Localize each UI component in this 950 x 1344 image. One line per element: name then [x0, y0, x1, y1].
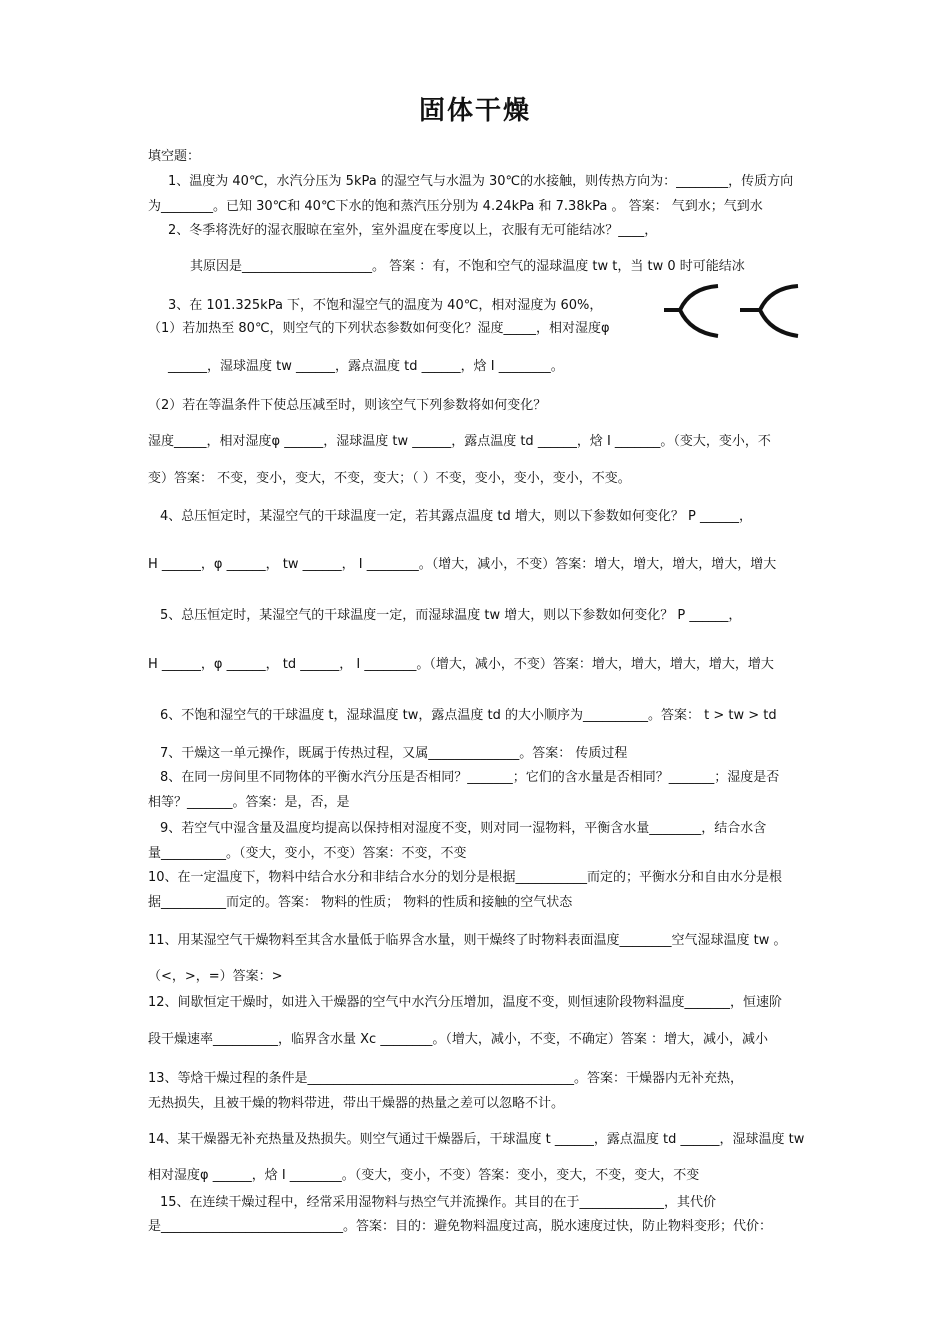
text-line: 10、在一定温度下，物料中结合水分和非结合水分的划分是根据___________而定的；平衡水分和自由水分是根 — [148, 870, 783, 885]
text-line: 1、温度为 40℃，水汽分压为 5kPa 的湿空气与水温为 30℃的水接触，则传热方向为：________，传质方向 — [168, 174, 794, 189]
text-line: 变）答案： 不变，变小，变大，不变，变大；（ ）不变，变小，变小，变小，不变。 — [148, 471, 631, 486]
document-title: 固体干燥 — [418, 96, 531, 126]
section-heading: 填空题： — [148, 149, 201, 164]
text-line: ______，湿球温度 tw ______，露点温度 td ______，焓 I ________。 — [168, 359, 564, 374]
text-line: 8、在同一房间里不同物体的平衡水汽分压是否相同？_______；它们的含水量是否相同？_______；湿度是否 — [160, 770, 780, 785]
text-line: 为________。已知 30℃和 40℃下水的饱和蒸汽压分别为 4.24kPa 和 7.38kPa 。 答案： 气到水；气到水 — [148, 199, 763, 214]
text-line: （1）若加热至 80℃，则空气的下列状态参数如何变化？湿度_____，相对湿度φ — [148, 321, 610, 336]
text-line: 4、总压恒定时，某湿空气的干球温度一定，若其露点温度 td 增大，则以下参数如何变化？ P ______， — [160, 509, 752, 524]
text-line: 14、某干燥器无补充热量及热损失。则空气通过干燥器后，干球温度 t ______，露点温度 td ______，湿球温度 tw — [148, 1132, 805, 1147]
text-line: （<，>，=）答案：> — [148, 969, 283, 984]
text-line: 量__________。（变大，变小，不变）答案：不变，不变 — [148, 846, 467, 861]
text-line: 3、在 101.325kPa 下，不饱和湿空气的温度为 40℃，相对湿度为 60%， — [168, 298, 603, 313]
text-line: H ______，φ ______， tw ______， I ________。（增大，减小，不变）答案：增大，增大，增大，增大，增大 — [148, 557, 777, 572]
text-line: 6、不饱和湿空气的干球温度 t，湿球温度 tw，露点温度 td 的大小顺序为__________。答案： t > tw > td — [160, 708, 777, 723]
text-line: 其原因是____________________。 答案 ：有，不饱和空气的湿球温度 tw t，当 tw 0 时可能结冰 — [190, 259, 745, 274]
text-line: 2、冬季将洗好的湿衣服晾在室外，室外温度在零度以上，衣服有无可能结冰？____， — [168, 223, 658, 238]
text-line: 13、等焓干燥过程的条件是_________________________________________。答案：干燥器内无补充热， — [148, 1071, 744, 1086]
text-line: 9、若空气中湿含量及温度均提高以保持相对湿度不变，则对同一湿物料，平衡含水量________，结合水含 — [160, 821, 767, 836]
text-line: 7、干燥这一单元操作，既属于传热过程，又属______________。答案： 传质过程 — [160, 746, 628, 761]
text-line: 12、间歇恒定干燥时，如进入干燥器的空气中水汽分压增加，温度不变，则恒速阶段物料温度_______，恒速阶 — [148, 995, 783, 1010]
text-line: 15、在连续干燥过程中，经常采用湿物料与热空气并流操作。其目的在于_____________，其代价 — [160, 1195, 717, 1210]
text-line: 湿度_____，相对湿度φ ______，湿球温度 tw ______，露点温度 td ______，焓 I _______。（变大，变小，不 — [148, 434, 771, 449]
text-line: 据__________而定的。答案： 物料的性质； 物料的性质和接触的空气状态 — [148, 895, 573, 910]
text-line: 相对湿度φ ______，焓 I ________。（变大，变小，不变）答案：变小，变大，不变，变大，不变 — [148, 1168, 700, 1183]
text-line: 相等？_______。答案：是，否，是 — [148, 795, 350, 810]
text-line: 段干燥速率__________，临界含水量 Xc ________。（增大，减小，不变，不确定）答案 ：增大，减小，减小 — [148, 1032, 768, 1047]
text-line: 是____________________________。答案：目的：避免物料温度过高，脱水速度过快，防止物料变形；代价： — [148, 1219, 773, 1234]
inequality-bracket-symbols — [660, 282, 805, 342]
text-line: （2）若在等温条件下使总压减至时，则该空气下列参数将如何变化？ — [148, 398, 547, 413]
text-line: H ______，φ ______， td ______， I ________。（增大，减小，不变）答案：增大，增大，增大，增大，增大 — [148, 657, 774, 672]
text-line: 11、用某湿空气干燥物料至其含水量低于临界含水量，则干燥终了时物料表面温度________空气湿球温度 tw 。 — [148, 933, 787, 948]
text-line: 无热损失，且被干燥的物料带进，带出干燥器的热量之差可以忽略不计。 — [148, 1096, 565, 1111]
text-line: 5、总压恒定时，某湿空气的干球温度一定，而湿球温度 tw 增大，则以下参数如何变化？ P ______， — [160, 608, 742, 623]
